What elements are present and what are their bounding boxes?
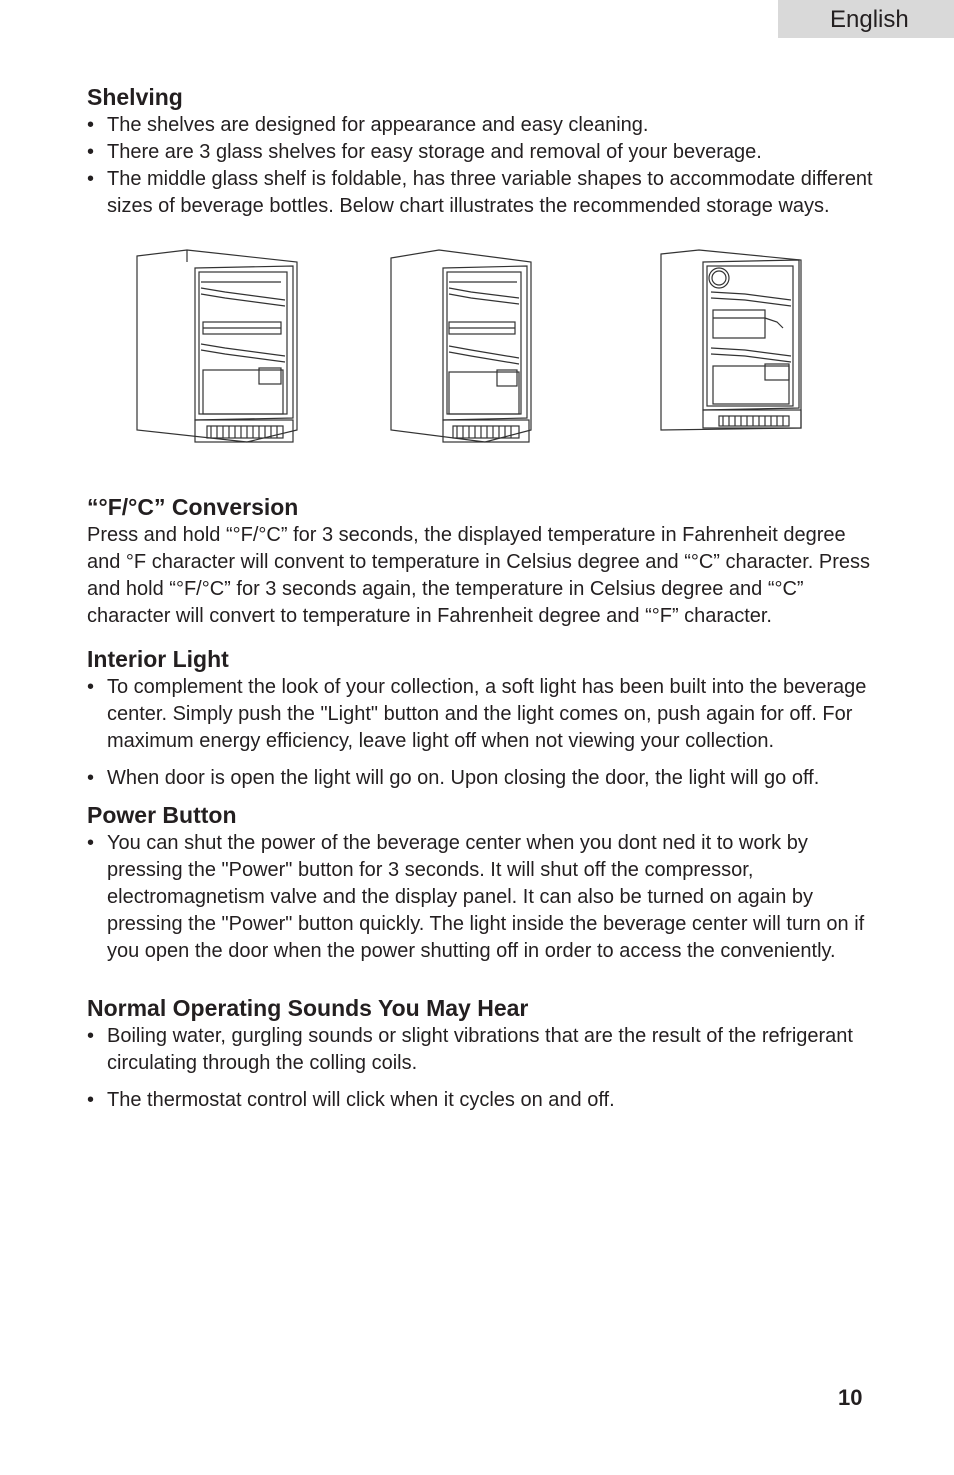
shelving-list [87, 112, 877, 220]
shelving-heading: Shelving [87, 84, 183, 110]
fridge-shelf-config-1 [135, 248, 300, 444]
list-item: • The shelves are designed for appearance and easy cleaning. [87, 112, 877, 139]
power-button-heading: Power Button [87, 802, 237, 828]
section-interior-light [87, 644, 877, 792]
shelf-configuration-figures [87, 248, 877, 488]
section-conversion [87, 492, 877, 630]
conversion-heading: “°F/°C” Conversion [87, 494, 299, 520]
list-item: • To complement the look of your collection, a soft light has been built into the beverage center. Simply push the "Light" button and the light comes on, push again for off. For maximum energy efficiency, leave light off when not viewing your collection. [87, 674, 877, 755]
list-item: • The thermostat control will click when it cycles on and off. [87, 1087, 877, 1114]
conversion-body: Press and hold “°F/°C” for 3 seconds, the displayed temperature in Fahrenheit degree and °F character will convent to temperature in Celsius degree and “°C” character. Press and hold “°F/°C” for 3 seconds again, the temperature in Celsius degree and “°C” character will convert to temperature in Fahrenheit degree and “°F” character. [87, 524, 871, 627]
sounds-heading: Normal Operating Sounds You May Hear [87, 995, 529, 1021]
list-item: • There are 3 glass shelves for easy storage and removal of your beverage. [87, 139, 877, 166]
list-item: • Boiling water, gurgling sounds or slight vibrations that are the result of the refrigerant circulating through the colling coils. [87, 1023, 877, 1077]
list-item: • When door is open the light will go on. Upon closing the door, the light will go off. [87, 765, 877, 792]
interior-light-list [87, 674, 877, 792]
sounds-list [87, 1023, 877, 1114]
list-item: • The middle glass shelf is foldable, has three variable shapes to accommodate different sizes of beverage bottles. Below chart illustrates the recommended storage ways. [87, 166, 877, 220]
list-item: • You can shut the power of the beverage center when you dont ned it to work by pressing the "Power" button for 3 seconds. It will shut off the compressor, electromagnetism valve and the display panel. It can also be turned on again by pressing the "Power" button quickly. The light inside the beverage center will turn on if you open the door when the power shutting off in order to access the conveniently. [87, 830, 877, 965]
page-number: 10 [838, 1385, 863, 1410]
language-tab: English [778, 0, 954, 38]
power-button-list [87, 830, 877, 965]
page-content [87, 82, 877, 1114]
fridge-shelf-config-3 [659, 248, 805, 438]
fridge-shelf-config-2 [389, 248, 535, 444]
section-sounds [87, 993, 877, 1114]
interior-light-heading: Interior Light [87, 646, 229, 672]
section-shelving [87, 82, 877, 220]
section-power-button [87, 800, 877, 965]
